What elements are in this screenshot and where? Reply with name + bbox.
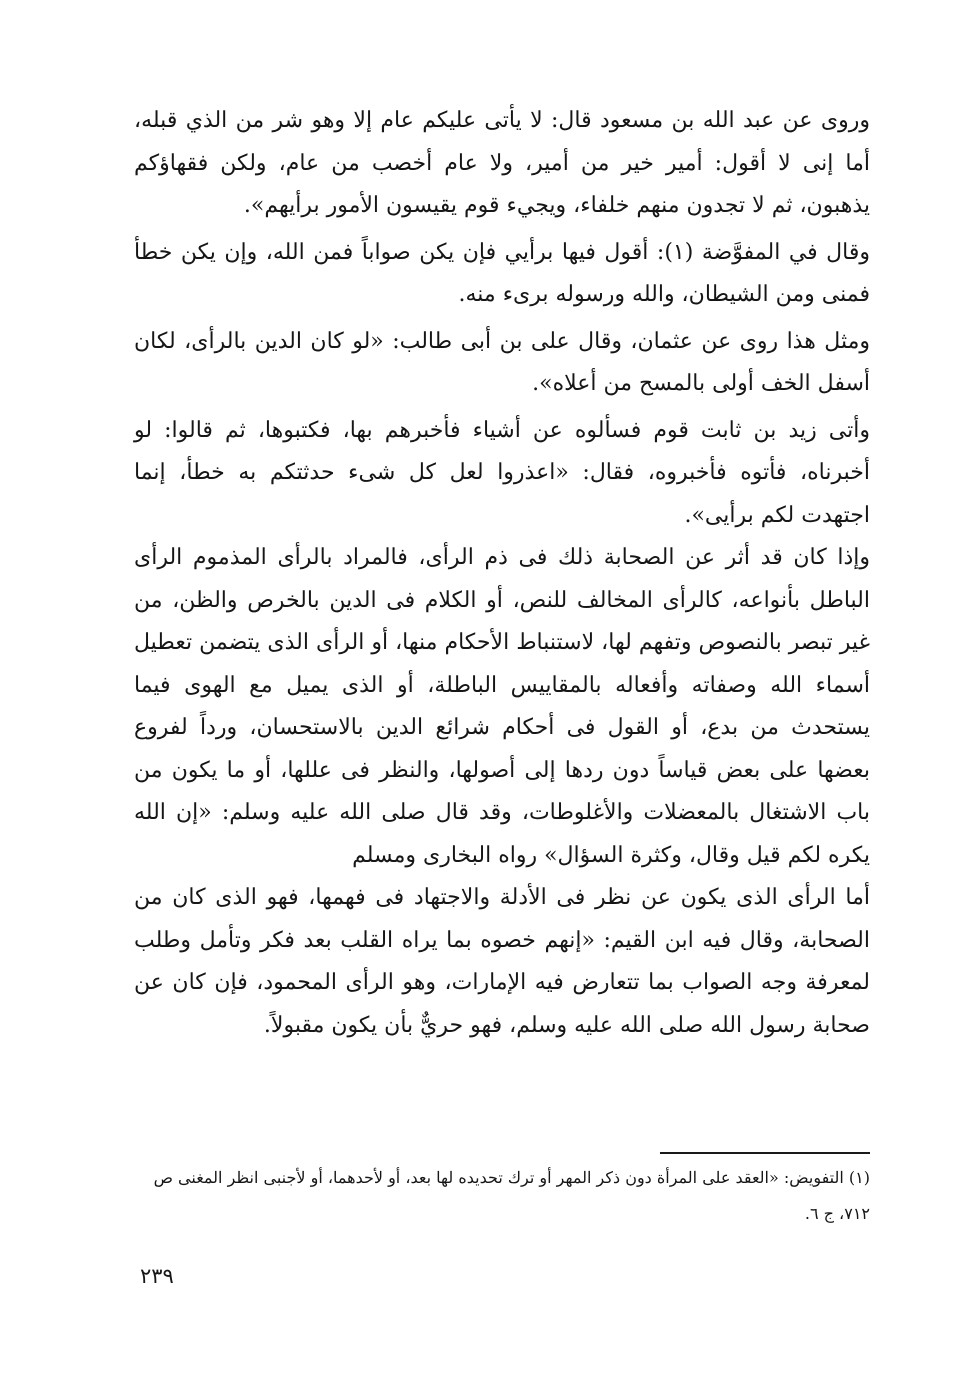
- paragraph-ali: ومثل هذا روى عن عثمان، وقال على بن أبى طالب: «لو كان الدين بالرأى، لكان أسفل الخف أولى بالمسح من أعلاه».: [134, 328, 870, 396]
- main-text: [134, 100, 870, 1047]
- footnote-divider: [660, 1152, 870, 1154]
- paragraph-mufawwada: وقال في المفوَّضة (١): أقول فيها برأيي فإن يكن صواباً فمن الله، وإن يكن خطأ فمنى ومن الشيطان، والله ورسوله برىء منه.: [134, 239, 870, 307]
- paragraph-zayd: وأتى زيد بن ثابت قوم فسألوه عن أشياء فأخبرهم بها، فكتبوها، ثم قالوا: لو أخبرناه، فأتوه فأخبروه، فقال: «اعذروا لعل كل شىء حدثتكم به خطأ، إنما اجتهدت لكم برأيى».: [134, 417, 870, 528]
- footnotes: [134, 1160, 870, 1232]
- paragraph-praiseworthy-opinion: أما الرأى الذى يكون عن نظر فى الأدلة والاجتهاد فى فهمها، فهو الذى كان من الصحابة، وقال فيه ابن القيم: «إنهم خصوه بما يراه القلب بعد فكر وتأمل وطلب لمعرفة وجه الصواب بما تتعارض فيه الإمارات، وهو الرأى المحمود، فإن كان عن صحابة رسول الله صلى الله عليه وسلم، فهو حريٌّ بأن يكون مقبولاً.: [134, 885, 870, 1038]
- paragraph-ibn-masud: وروى عن عبد الله بن مسعود قال: لا يأتى عليكم عام إلا وهو شر من الذي قبله، أما إنى لا أقول: أمير خير من أمير، ولا عام أخصب من عام، ولكن فقهاؤكم يذهبون، ثم لا تجدون منهم خلفاء، ويجيء قوم يقيسون الأمور برأيهم».: [134, 108, 870, 218]
- page-number: ٢٣٩: [140, 1264, 174, 1288]
- footnote-1: (١) التفويض: «العقد على المرأة دون ذكر المهر أو ترك تحديده لها بعد، أو لأحدهما، أو لأجنبى انظر المغنى ص ٧١٢، ج ٦.: [153, 1168, 870, 1223]
- paragraph-blameworthy-opinion: وإذا كان قد أثر عن الصحابة ذلك فى ذم الرأى، فالمراد بالرأى المذموم الرأى الباطل بأنواعه، كالرأى المخالف للنص، أو الكلام فى الدين بالخرص والظن، من غير تبصر بالنصوص وتفهم لها، لاستنباط الأحكام منها، أو الرأى الذى يتضمن تعطيل أسماء الله وصفاته وأفعاله بالمقاييس الباطلة، أو الذى يميل مع الهوى فيما يستحدث من بدع، أو القول فى أحكام شرائع الدين بالاستحسان، ورداً لفروع بعضها على بعض قياساً دون ردها إلى أصولها، والنظر فى عللها، أو ما يكون من باب الاشتغال بالمعضلات والأغلوطات، وقد قال صلى الله عليه وسلم: «إن الله يكره لكم قيل وقال، وكثرة السؤال» رواه البخارى ومسلم: [134, 545, 870, 868]
